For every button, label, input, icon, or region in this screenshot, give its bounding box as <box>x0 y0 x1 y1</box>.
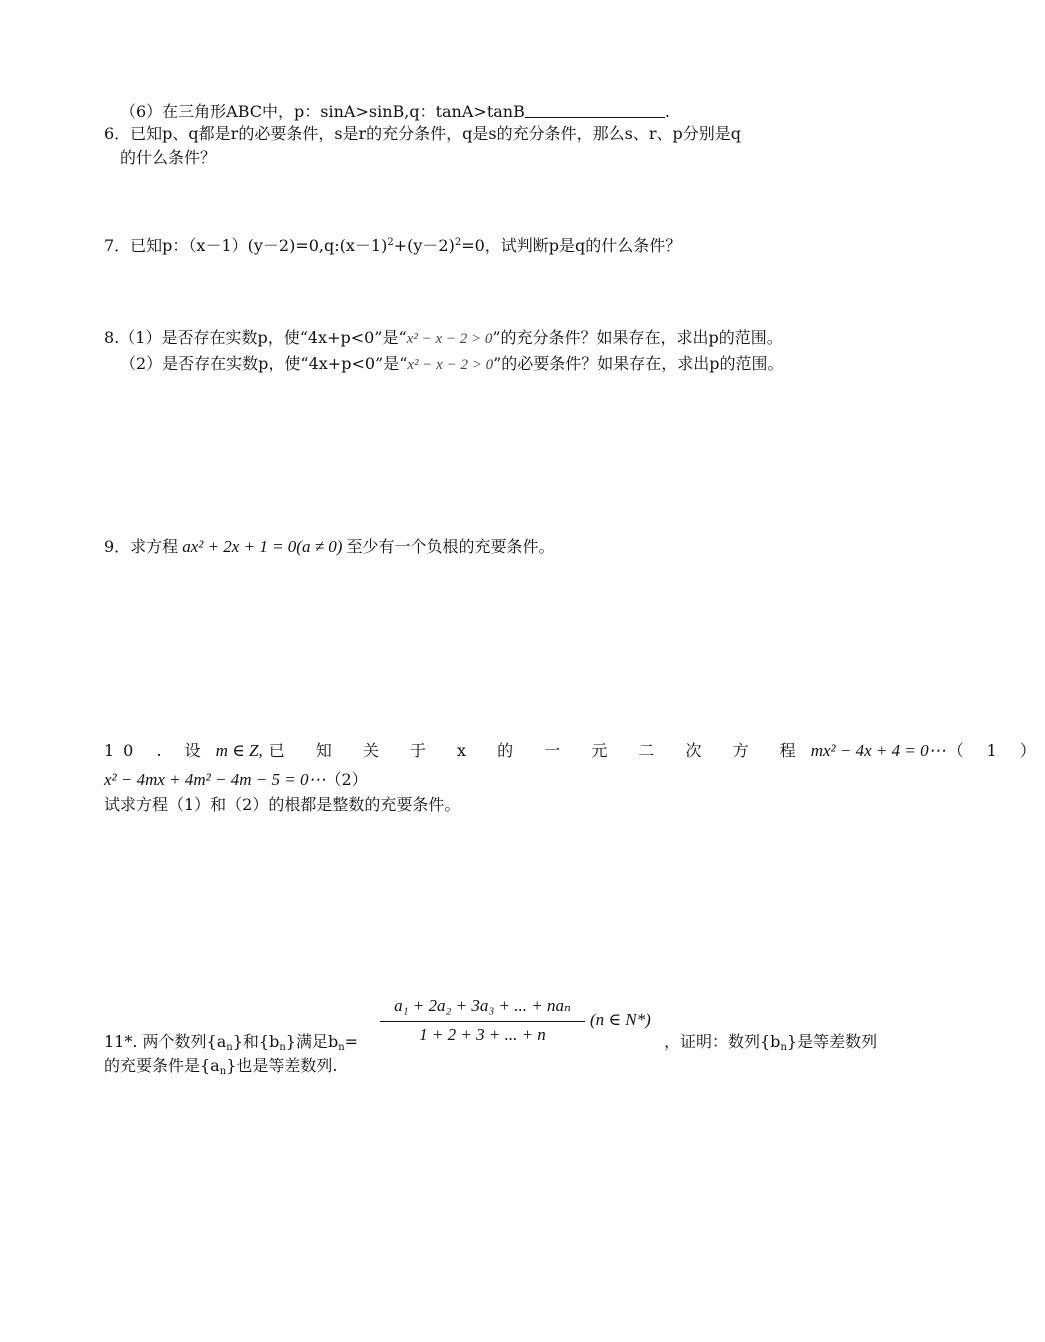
question-11-line-1-right <box>664 1032 877 1052</box>
question-10-line-2 <box>104 770 368 790</box>
question-10-label: 10 . 设 <box>104 741 210 760</box>
question-6-line-2: 的什么条件？ <box>120 148 217 167</box>
question-11-text-c: }满足b <box>285 1032 339 1051</box>
question-8-1-text-b: ”的充分条件？如果存在，求出p的范围。 <box>492 328 783 347</box>
question-9-text-a: 9．求方程 <box>104 537 179 556</box>
item-6-sub-6-text: （6）在三角形ABC中，p：sinA>sinB,q：tanA>tanB <box>120 102 525 121</box>
question-10-line-1 <box>104 741 1045 761</box>
subscript-n: n <box>338 1042 345 1053</box>
subscript-n: n <box>226 1042 233 1053</box>
inequality-formula: x² − x − 2 > 0 <box>406 331 493 347</box>
question-7-part-b: +(y－2) <box>393 236 455 255</box>
fraction-numerator: a₁ + 2a₂ + 3a₃ + ... + naₙ <box>394 996 571 1015</box>
fraction-domain: (n ∈ N*) <box>590 1010 651 1029</box>
equation-2: x² − 4mx + 4m² − 4m − 5 = 0⋯ <box>104 770 326 789</box>
equation-2-label: （2） <box>325 770 368 789</box>
question-11-text-a: 11*. 两个数列{a <box>104 1032 227 1051</box>
question-11-text-e: ，证明：数列{b <box>664 1032 781 1051</box>
question-6-line-1: 6．已知p、q都是r的必要条件，s是r的充分条件，q是s的充分条件，那么s、r、p分别是q <box>104 124 741 143</box>
equation-9: ax² + 2x + 1 = 0(a ≠ 0) <box>182 537 343 556</box>
equation-1-label: （ 1 ） <box>947 741 1045 760</box>
question-8-part-2 <box>120 354 784 375</box>
question-8-part-1 <box>104 328 783 349</box>
subscript-n: n <box>219 1066 227 1077</box>
exponent: 2 <box>387 237 394 248</box>
exponent: 2 <box>454 237 462 248</box>
question-10-line-3: 试求方程（1）和（2）的根都是整数的充要条件。 <box>104 795 461 814</box>
inequality-formula: x² − x − 2 > 0 <box>407 357 494 373</box>
item-6-sub-6-end: . <box>664 102 670 121</box>
question-8-2-text-a: （2）是否存在实数p，使“4x+p<0”是“ <box>120 354 408 373</box>
question-7 <box>104 236 681 256</box>
question-8-2-text-b: ”的必要条件？如果存在，求出p的范围。 <box>493 354 784 373</box>
fraction-denominator: 1 + 2 + 3 + ... + n <box>419 1025 546 1044</box>
question-11-equals: = <box>344 1032 359 1051</box>
question-11-text-b: }和{b <box>232 1032 280 1051</box>
fraction-bar <box>380 1021 585 1022</box>
question-10-text: 已 知 关 于 x 的 一 元 二 次 方 程 <box>268 741 809 760</box>
equation-1: mx² − 4x + 4 = 0⋯ <box>810 741 946 760</box>
question-8-1-text-a: 8.（1）是否存在实数p，使“4x+p<0”是“ <box>104 328 407 347</box>
question-11-line-1-left <box>104 1032 358 1052</box>
question-11-text-2a: 的充要条件是{a <box>104 1056 220 1075</box>
item-6-sub-6 <box>120 101 670 122</box>
question-7-part-c: =0，试判断p是q的什么条件？ <box>461 236 682 255</box>
answer-blank[interactable] <box>525 101 665 118</box>
m-in-z-formula: m ∈ Z, <box>215 741 263 760</box>
question-7-part-a: 7．已知p：（x－1）(y－2)=0,q:(x－1) <box>104 236 388 255</box>
question-11-text-2b: }也是等差数列. <box>226 1056 338 1075</box>
fraction-formula <box>380 996 670 1056</box>
question-11-line-2 <box>104 1056 337 1076</box>
question-11-text-f: }是等差数列 <box>786 1032 878 1051</box>
subscript-n: n <box>780 1042 787 1053</box>
question-9-text-b: 至少有一个负根的充要条件。 <box>346 537 555 556</box>
subscript-n: n <box>279 1042 286 1053</box>
question-9 <box>104 537 554 557</box>
